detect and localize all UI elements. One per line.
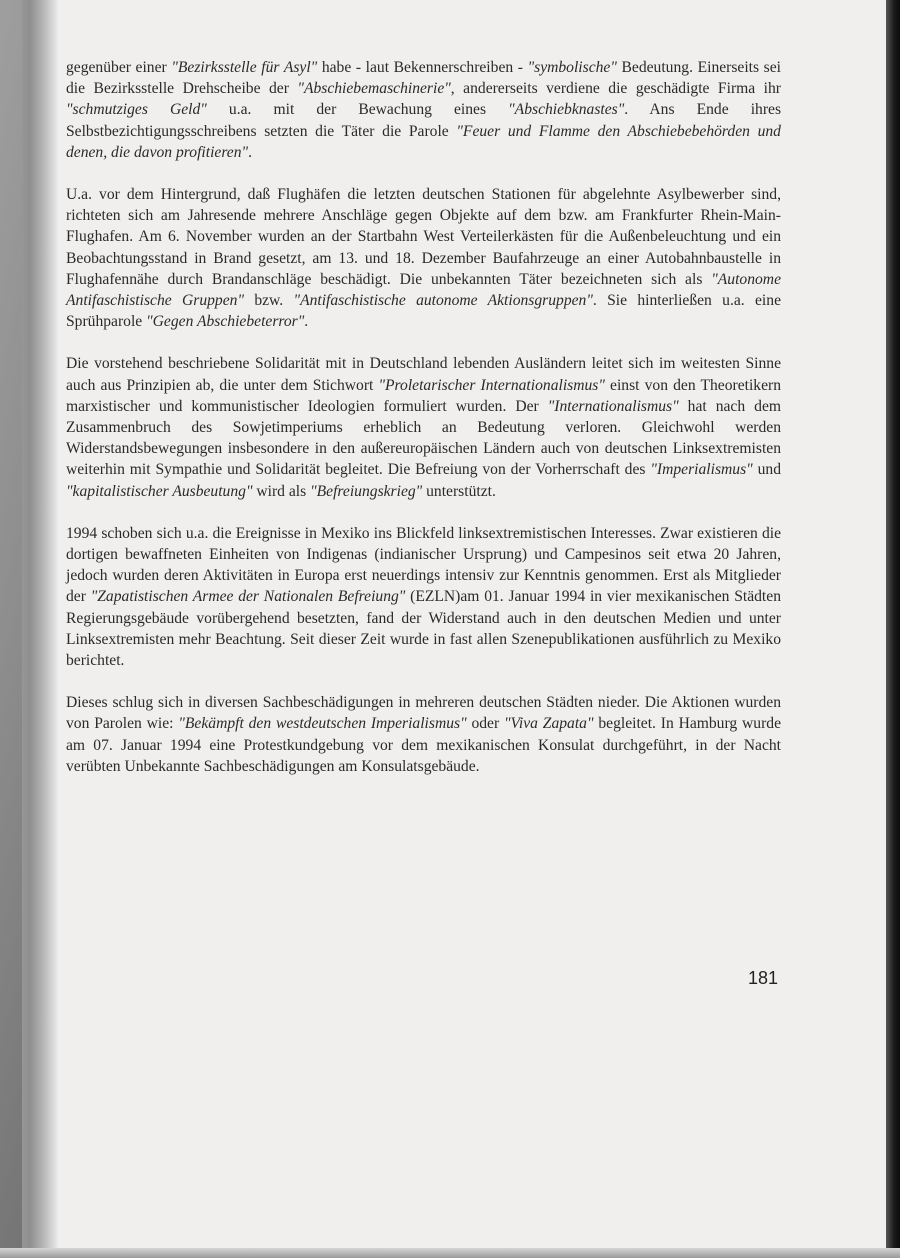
text-run: gegenüber einer xyxy=(66,59,172,76)
text-run: . xyxy=(304,313,309,331)
paragraph-1 xyxy=(66,57,781,163)
italic-run: "kapitalistischer Ausbeutung" xyxy=(66,482,253,500)
italic-run: "Proletarischer Internationalismus" xyxy=(378,376,605,394)
scan-binding-edge xyxy=(0,0,22,1258)
text-run: oder xyxy=(466,715,504,733)
text-run: Dieses schlug sich in diversen Sachbeschädigungen in mehreren deutschen Städten nieder. Die Aktionen wurden von Parolen wie: xyxy=(66,694,781,733)
italic-run: "Antifaschistische autonome Aktionsgruppen" xyxy=(293,292,593,310)
page-text xyxy=(66,57,781,798)
text-run: Die vorstehend beschriebene Solidarität mit in Deutschland lebenden Ausländern leitet sich im weitesten Sinne auch aus Prinzipien ab, die unter dem Stichwort xyxy=(66,355,781,394)
italic-run: "Viva Zapata" xyxy=(504,715,594,733)
text-run: habe - laut Bekennerschreiben - xyxy=(317,59,528,76)
paragraph-2 xyxy=(66,184,781,332)
italic-run: "Befreiungskrieg" xyxy=(310,482,423,500)
text-run: , andererseits verdiene die geschädigte Firma ihr xyxy=(450,80,781,98)
text-run: hat nach dem Zusammenbruch des Sowjetimperiums erheblich an Bedeutung verloren. Gleichwohl werden Widerstandsbewegungen insbesondere in den außereuropäischen Ländern auch von deutschen Linksextremisten weiterhin mit Sympathie und Solidarität begleitet. Die Befreiung von der Vorherrschaft des xyxy=(66,397,782,479)
text-run: . xyxy=(248,143,252,161)
text-run: 1994 schoben sich u.a. die Ereignisse in Mexiko ins Blickfeld linksextremistischen Interesses. Zwar existieren die dortigen bewaffneten Einheiten von Indigenas (indianischer Ursprung) und Campesinos seit etwa 20 Jahren, jedoch wurden deren Aktivitäten in Europa erst neuerdings intensiv zur Kenntnis genommen. Erst als Mitglieder der xyxy=(66,524,781,606)
scan-right-edge xyxy=(886,0,900,1258)
text-run: wird als xyxy=(252,482,311,500)
text-run: u.a. mit der Bewachung eines xyxy=(206,101,509,119)
italic-run: "Imperialismus" xyxy=(650,461,753,479)
text-run: einst von den Theoretikern marxistischer und kommunistischer Ideologien formuliert wurden. Der xyxy=(66,376,781,415)
text-run: . Ans Ende ihres Selbstbezichtigungsschreibens setzten die Täter die Parole xyxy=(66,101,782,140)
italic-run: "Feuer und Flamme den Abschiebebehörden und denen, die davon profitieren" xyxy=(66,122,781,161)
italic-run: "Abschiebemaschinerie" xyxy=(297,80,451,98)
scan-bottom-edge xyxy=(0,1248,900,1258)
text-run: begleitet. In Hamburg wurde am 07. Januar 1994 eine Protestkundgebung vor dem mexikanischen Konsulat durchgeführt, in der Nacht verübten Unbekannte Sachbeschädigungen am Konsulatsgebäude. xyxy=(66,715,781,775)
italic-run: "Bekämpft den westdeutschen Imperialismus" xyxy=(178,715,467,733)
paragraph-3 xyxy=(66,353,781,501)
text-run: . Sie hinterließen u.a. eine Sprühparole xyxy=(66,292,781,331)
paragraph-5 xyxy=(66,692,781,777)
text-run: (EZLN)am 01. Januar 1994 in vier mexikanischen Städten Regierungsgebäude vorübergehend besetzten, fand der Widerstand auch in den deutschen Medien und unter Linksextremisten mehr Beachtung. Seit dieser Zeit wurde in fast allen Szenepublikationen ausführlich zu Mexiko berichtet. xyxy=(66,588,781,670)
italic-run: "symbolische" xyxy=(527,59,617,76)
italic-run: "schmutziges Geld" xyxy=(66,101,207,119)
text-run: U.a. vor dem Hintergrund, daß Flughäfen die letzten deutschen Stationen für abgelehnte Asylbewerber sind, richteten sich am Jahresende mehrere Anschläge gegen Objekte auf dem bzw. am Frankfurter Rhein-Main-Flughafen. Am 6. November wurden an der Startbahn West Verteilerkästen für die Außenbeleuchtung und ein Beobachtungsstand in Brand gesetzt, am 13. und 18. Dezember Baufahrzeuge an einer Autobahnbaustelle in Flughafennähe durch Brandanschläge beschädigt. Die unbekannten Täter bezeichneten sich als xyxy=(66,186,781,288)
italic-run: "Zapatistischen Armee der Nationalen Befreiung" xyxy=(90,588,406,606)
page-number: 181 xyxy=(748,968,779,988)
paragraph-4 xyxy=(66,523,781,671)
text-run: Bedeutung. Einerseits sei die Bezirksstelle Drehscheibe der xyxy=(66,59,782,98)
text-run: und xyxy=(752,461,781,479)
italic-run: "Gegen Abschiebeterror" xyxy=(146,313,305,331)
text-run: unterstützt. xyxy=(422,482,496,500)
text-run: bzw. xyxy=(244,292,294,310)
italic-run: "Internationalismus" xyxy=(547,397,679,415)
italic-run: "Abschiebknastes" xyxy=(508,101,625,119)
italic-run: "Bezirksstelle für Asyl" xyxy=(171,59,318,76)
italic-run: "Autonome Antifaschistische Gruppen" xyxy=(66,270,781,310)
